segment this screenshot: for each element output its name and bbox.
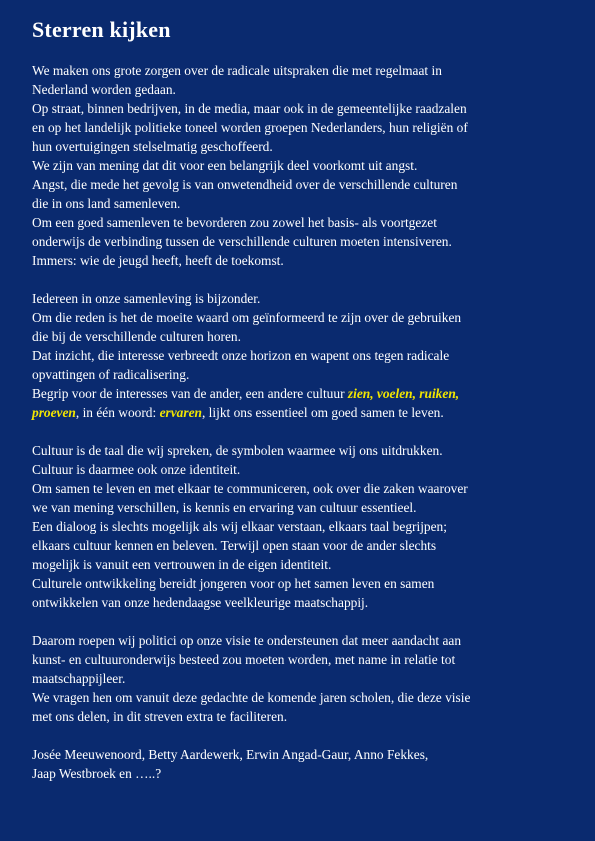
text-line: Immers: wie de jeugd heeft, heeft de toekomst.	[32, 253, 284, 268]
signatory-line: Jaap Westbroek en …..?	[32, 766, 162, 781]
text-line: Daarom roepen wij politici op onze visie te ondersteunen dat meer aandacht aan	[32, 633, 462, 648]
highlight-ervaren: ervaren	[159, 405, 202, 420]
paragraph-call-to-action	[32, 631, 572, 726]
highlight-senses: zien, voelen, ruiken,	[347, 386, 460, 401]
paragraph-concerns	[32, 61, 572, 270]
text-line: mogelijk is vanuit een vertrouwen in de eigen identiteit.	[32, 557, 332, 572]
text-line: Om die reden is het de moeite waard om geïnformeerd te zijn over de gebruiken	[32, 310, 462, 325]
text-line: Cultuur is de taal die wij spreken, de symbolen waarmee wij ons uitdrukken.	[32, 443, 443, 458]
text-line: elkaars cultuur kennen en beleven. Terwijl open staan voor de ander slechts	[32, 538, 437, 553]
text-line: en op het landelijk politieke toneel worden groepen Nederlanders, hun religiën of	[32, 120, 468, 135]
text-line-mixed	[32, 384, 572, 403]
text-line: We zijn van mening dat dit voor een belangrijk deel voorkomt uit angst.	[32, 158, 418, 173]
text-segment: , in één woord:	[75, 405, 160, 420]
text-line: Om samen te leven en met elkaar te communiceren, ook over die zaken waarover	[32, 481, 468, 496]
text-line: opvattingen of radicalisering.	[32, 367, 190, 382]
text-line: Op straat, binnen bedrijven, in de media, maar ook in de gemeentelijke raadzalen	[32, 101, 467, 116]
paragraph-culture	[32, 441, 572, 612]
signatory-line: Josée Meeuwenoord, Betty Aardewerk, Erwin Angad-Gaur, Anno Fekkes,	[32, 747, 429, 762]
paragraph-gap	[32, 612, 572, 631]
text-line: We vragen hen om vanuit deze gedachte de komende jaren scholen, die deze visie	[32, 690, 471, 705]
paragraph-diversity	[32, 289, 572, 422]
page-title: Sterren kijken	[32, 17, 171, 42]
text-line: Een dialoog is slechts mogelijk als wij elkaar verstaan, elkaars taal begrijpen;	[32, 519, 447, 534]
paragraph-gap	[32, 270, 572, 289]
text-line: Nederland worden gedaan.	[32, 82, 176, 97]
text-line: die bij de verschillende culturen horen.	[32, 329, 241, 344]
text-line: Dat inzicht, die interesse verbreedt onze horizon en wapent ons tegen radicale	[32, 348, 450, 363]
text-line: Om een goed samenleven te bevorderen zou zowel het basis- als voortgezet	[32, 215, 437, 230]
paragraph-gap	[32, 422, 572, 441]
text-line: die in ons land samenleven.	[32, 196, 181, 211]
text-line: onderwijs de verbinding tussen de verschillende culturen moeten intensiveren.	[32, 234, 452, 249]
document-body	[32, 61, 572, 783]
text-line: ontwikkelen van onze hedendaagse veelkleurige maatschappij.	[32, 595, 369, 610]
text-line: We maken ons grote zorgen over de radicale uitspraken die met regelmaat in	[32, 63, 442, 78]
text-line: met ons delen, in dit streven extra te faciliteren.	[32, 709, 288, 724]
text-line: Culturele ontwikkeling bereidt jongeren voor op het samen leven en samen	[32, 576, 435, 591]
signatories	[32, 745, 572, 783]
highlight-proeven: proeven	[32, 405, 76, 420]
text-line-mixed	[32, 403, 572, 422]
text-line: Iedereen in onze samenleving is bijzonder.	[32, 291, 261, 306]
text-segment: Begrip voor de interesses van de ander, een andere cultuur	[32, 386, 348, 401]
paragraph-gap	[32, 726, 572, 745]
text-line: maatschappijleer.	[32, 671, 126, 686]
text-segment: , lijkt ons essentieel om goed samen te leven.	[201, 405, 444, 420]
text-line: hun overtuigingen stelselmatig geschoffeerd.	[32, 139, 273, 154]
text-line: Cultuur is daarmee ook onze identiteit.	[32, 462, 241, 477]
text-line: Angst, die mede het gevolg is van onwetendheid over de verschillende culturen	[32, 177, 458, 192]
text-line: we van mening verschillen, is kennis en ervaring van cultuur essentieel.	[32, 500, 417, 515]
text-line: kunst- en cultuuronderwijs besteed zou moeten worden, met name in relatie tot	[32, 652, 456, 667]
